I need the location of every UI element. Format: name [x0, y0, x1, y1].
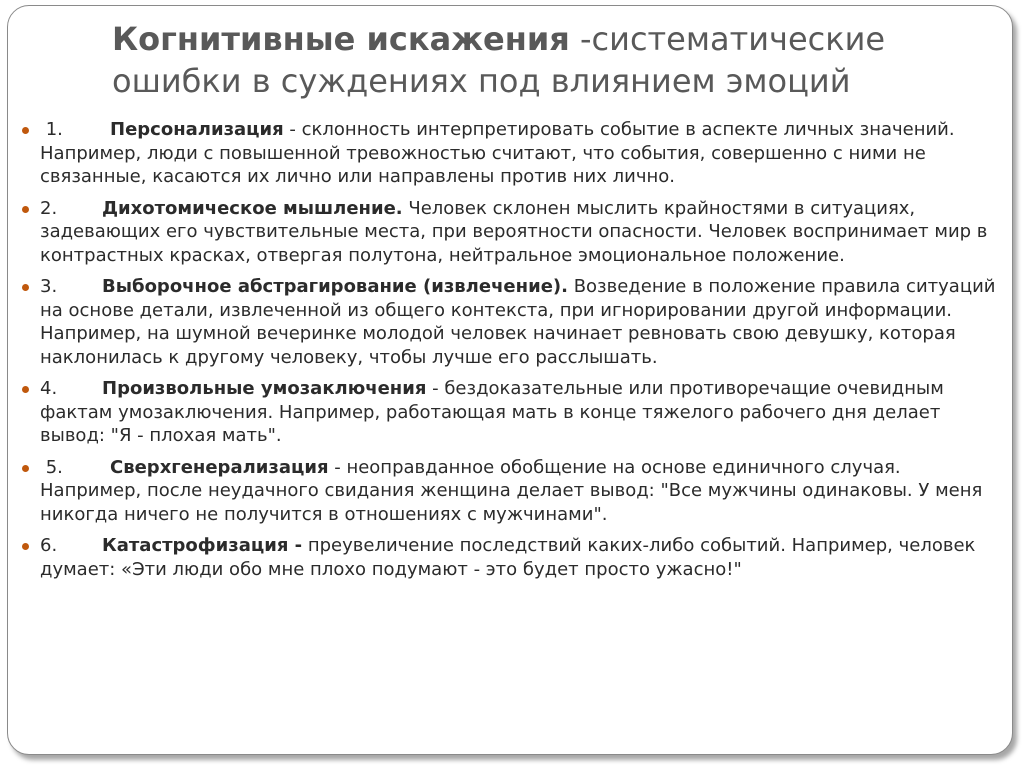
item-text: - склонность интерпретировать событие в аспекте личных значений. Например, люди с повышенной тревожностью считают, что события, совершенно с ними не связанные, касаются их лично или направлены против них лично. [40, 119, 955, 187]
item-number: 1. [40, 119, 63, 140]
item-text: - неоправданное обобщение на основе единичного случая. Например, после неудачного свидания женщина делает вывод: "Все мужчины одинаковы. У меня никогда ничего не получится в отношениях с мужчинами". [40, 456, 983, 525]
bullet-dot-icon [22, 127, 29, 134]
item-number: 5. [40, 456, 63, 478]
item-term: Произвольные умозаключения [102, 378, 427, 399]
list-item [22, 118, 1007, 189]
item-text: преувеличение последствий каких-либо событий. Например, человек думает: «Эти люди обо мне плохо подумают - это будет просто ужасно!" [40, 535, 976, 580]
slide-title [112, 18, 992, 102]
item-number: 3. [40, 276, 58, 297]
item-number: 4. [40, 378, 58, 399]
item-term: Выборочное абстрагирование (извлечение). [102, 276, 568, 297]
item-text: - бездоказательные или противоречащие очевидным фактам умозаключения. Например, работающая мать в конце тяжелого рабочего дня делает вывод: "Я - плохая мать". [40, 378, 944, 446]
bullet-dot-icon [22, 284, 29, 291]
item-term: Катастрофизация - [102, 535, 303, 556]
distortion-list [22, 118, 1007, 589]
slide-title-bold: Когнитивные искажения [112, 20, 570, 58]
list-item [22, 197, 1007, 268]
list-item [22, 534, 1007, 581]
item-term: Персонализация [110, 119, 284, 140]
item-term: Сверхгенерализация [110, 456, 329, 478]
bullet-dot-icon [22, 206, 29, 213]
list-item [22, 377, 1007, 448]
item-number: 6. [40, 535, 58, 556]
list-item [22, 456, 1007, 527]
item-text: Возведение в положение правила ситуаций на основе детали, извлеченной из общего контекста, при игнорировании другой информации. Например, на шумной вечеринке молодой человек начинает ревновать свою девушку, которая наклонилась к другому человеку, чтобы лучше его расслышать. [40, 276, 996, 368]
item-term: Дихотомическое мышление. [102, 197, 403, 219]
item-text: Человек склонен мыслить крайностями в ситуациях, задевающих его чувствительные места, при вероятности опасности. Человек воспринимает мир в контрастных красках, отвергая полутона, нейтральное эмоциональное положение. [40, 197, 988, 266]
bullet-dot-icon [22, 465, 29, 472]
bullet-dot-icon [22, 386, 29, 393]
bullet-dot-icon [22, 543, 29, 550]
item-number: 2. [40, 197, 58, 219]
list-item [22, 275, 1007, 369]
slide-title-rest: -систематические ошибки в суждениях под влиянием эмоций [112, 20, 886, 100]
